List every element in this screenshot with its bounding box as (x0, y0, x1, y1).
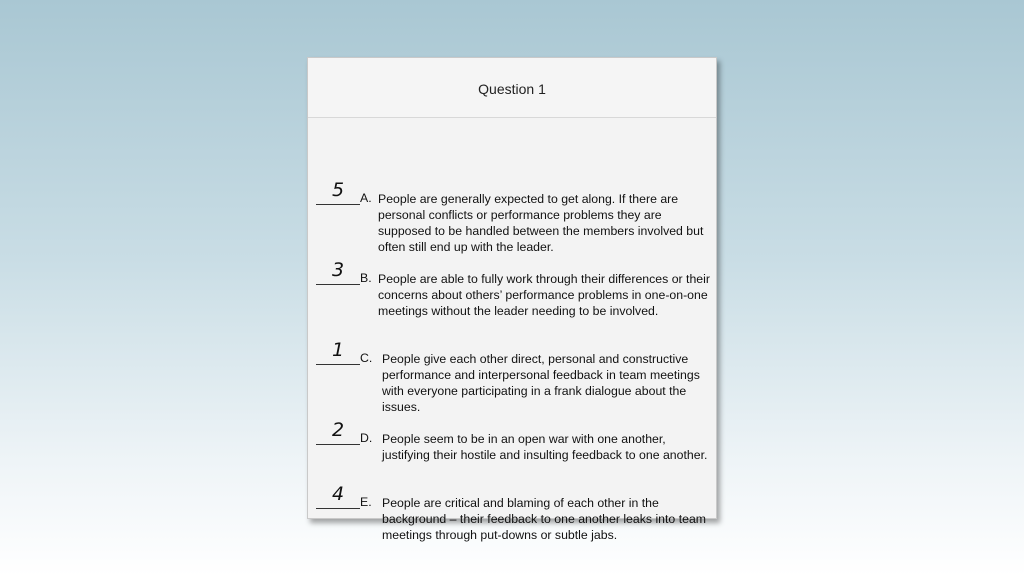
answer-value: 3 (331, 259, 345, 281)
item-letter: A. (360, 191, 372, 205)
answer-value: 4 (331, 483, 345, 505)
item-letter: E. (360, 495, 372, 509)
item-text: People seem to be in an open war with one another, justifying their hostile and insulting feedback to one another. (382, 432, 708, 462)
question-header (308, 58, 716, 118)
question-title: Question 1 (478, 81, 546, 97)
answer-value: 2 (331, 419, 345, 441)
item-text: People are critical and blaming of each other in the background – their feedback to one another leaks into team meetings through put-downs or subtle jabs. (382, 496, 707, 542)
question-card (307, 57, 717, 542)
answer-value: 5 (331, 179, 345, 201)
item-letter: B. (360, 271, 372, 285)
answer-value: 1 (331, 339, 345, 361)
item-text: People are generally expected to get along. If there are personal conflicts or performance problems they are supposed to be handled between the members involved but often still end up with the leader. (378, 192, 704, 254)
item-text: People give each other direct, personal and constructive performance and interpersonal feedback in team meetings with everyone participating in a frank dialogue about the issues. (382, 352, 700, 414)
item-text: People are able to fully work through their differences or their concerns about others’ performance problems in one-on-one meetings without the leader needing to be involved. (378, 272, 710, 318)
item-letter: D. (360, 431, 373, 445)
item-letter: C. (360, 351, 373, 365)
